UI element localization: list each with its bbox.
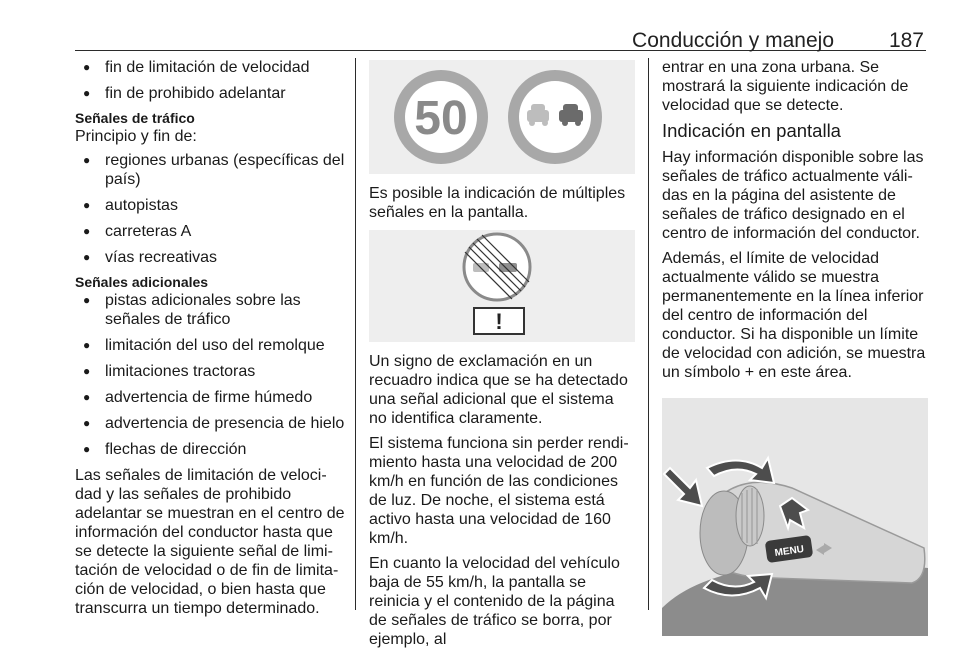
exclamation-symbol: ! [495,309,503,334]
end-signs-list [75,58,345,103]
display-heading: Indicación en pantalla [662,120,841,141]
additional-signs-heading: Señales adicionales [75,274,209,290]
no-overtaking-sign-icon [508,70,602,164]
exclamation-box-icon [474,308,524,334]
display-info-paragraph: Hay información disponible sobre las señales de tráfico actualmente válidas en la página del asistente de señales de tráfico designado en el centro de información del conductor. [662,149,924,242]
column-1 [75,58,345,624]
list-item: ● flechas de dirección [75,440,345,459]
column-divider-2 [648,58,649,610]
exclamation-paragraph: Un signo de exclamación en un recuadro indica que se ha detectado una señal adicional que el sistema no identifica claramente. [369,353,628,427]
speed-limit-display-paragraph: Además, el límite de velocidad actualmente válido se muestra permanentemente en la línea inferior del centro de información del conductor. Si ha disponible un límite de velocidad con adición, se muestra un símbolo + en este área. [662,250,926,381]
additional-signs-list [75,291,345,459]
speed-limit-sign-icon [394,70,488,164]
column-3 [662,58,928,636]
speed-limit-value: 50 [414,92,468,145]
list-item: ● vías recreativas [75,248,345,267]
list-item: ● fin de limitación de velocidad [75,58,345,77]
performance-paragraph: El sistema funciona sin perder rendimiento hasta una velocidad de 200 km/h en función de las condiciones de luz. De noche, el sistema está activo hasta una velocidad de 160 km/h. [369,435,629,547]
list-item: ● pistas adicionales sobre las señales de tráfico [75,291,345,329]
traffic-signs-heading: Señales de tráfico [75,110,195,126]
page-number: 187 [888,29,924,52]
list-item: ● fin de prohibido adelantar [75,84,345,103]
column-divider-1 [355,58,356,610]
display-duration-paragraph: Las señales de limitación de velocidad y las señales de prohibido adelantar se muestran en el centro de información del conductor hasta que se detecte la siguiente señal de limitación de velocidad o de fin de limitación de velocidad, o bien hasta que transcurra un tiempo determinado. [75,467,345,617]
multiple-signs-paragraph: Es posible la indicación de múltiples señales en la pantalla. [369,185,626,221]
end-no-overtaking-sign-icon [464,234,530,300]
list-item: ● autopistas [75,196,345,215]
list-item: ● advertencia de firme húmedo [75,388,345,407]
list-item: ● carreteras A [75,222,345,241]
list-item: ● regiones urbanas (específicas del país) [75,151,345,189]
traffic-signs-list [75,151,345,267]
unknown-sign-figure [369,230,635,342]
column-2 [369,58,635,655]
reset-paragraph: En cuanto la velocidad del vehículo baja de 55 km/h, la pantalla se reinicia y el contenido de la página de señales de tráfico se borra, por ejemplo, al [369,555,620,648]
list-item: ● limitación del uso del remolque [75,336,345,355]
page-header [75,0,926,51]
menu-button-label: MENU [773,543,805,559]
continuation-paragraph: entrar en una zona urbana. Se mostrará la siguiente indicación de velocidad que se detecte. [662,59,909,114]
traffic-signs-intro: Principio y fin de: [75,128,197,145]
page-title: Conducción y manejo [632,29,834,52]
multiple-signs-figure [369,60,635,174]
list-item: ● limitaciones tractoras [75,362,345,381]
list-item: ● advertencia de presencia de hielo [75,414,345,433]
steering-lever-figure [662,398,928,636]
